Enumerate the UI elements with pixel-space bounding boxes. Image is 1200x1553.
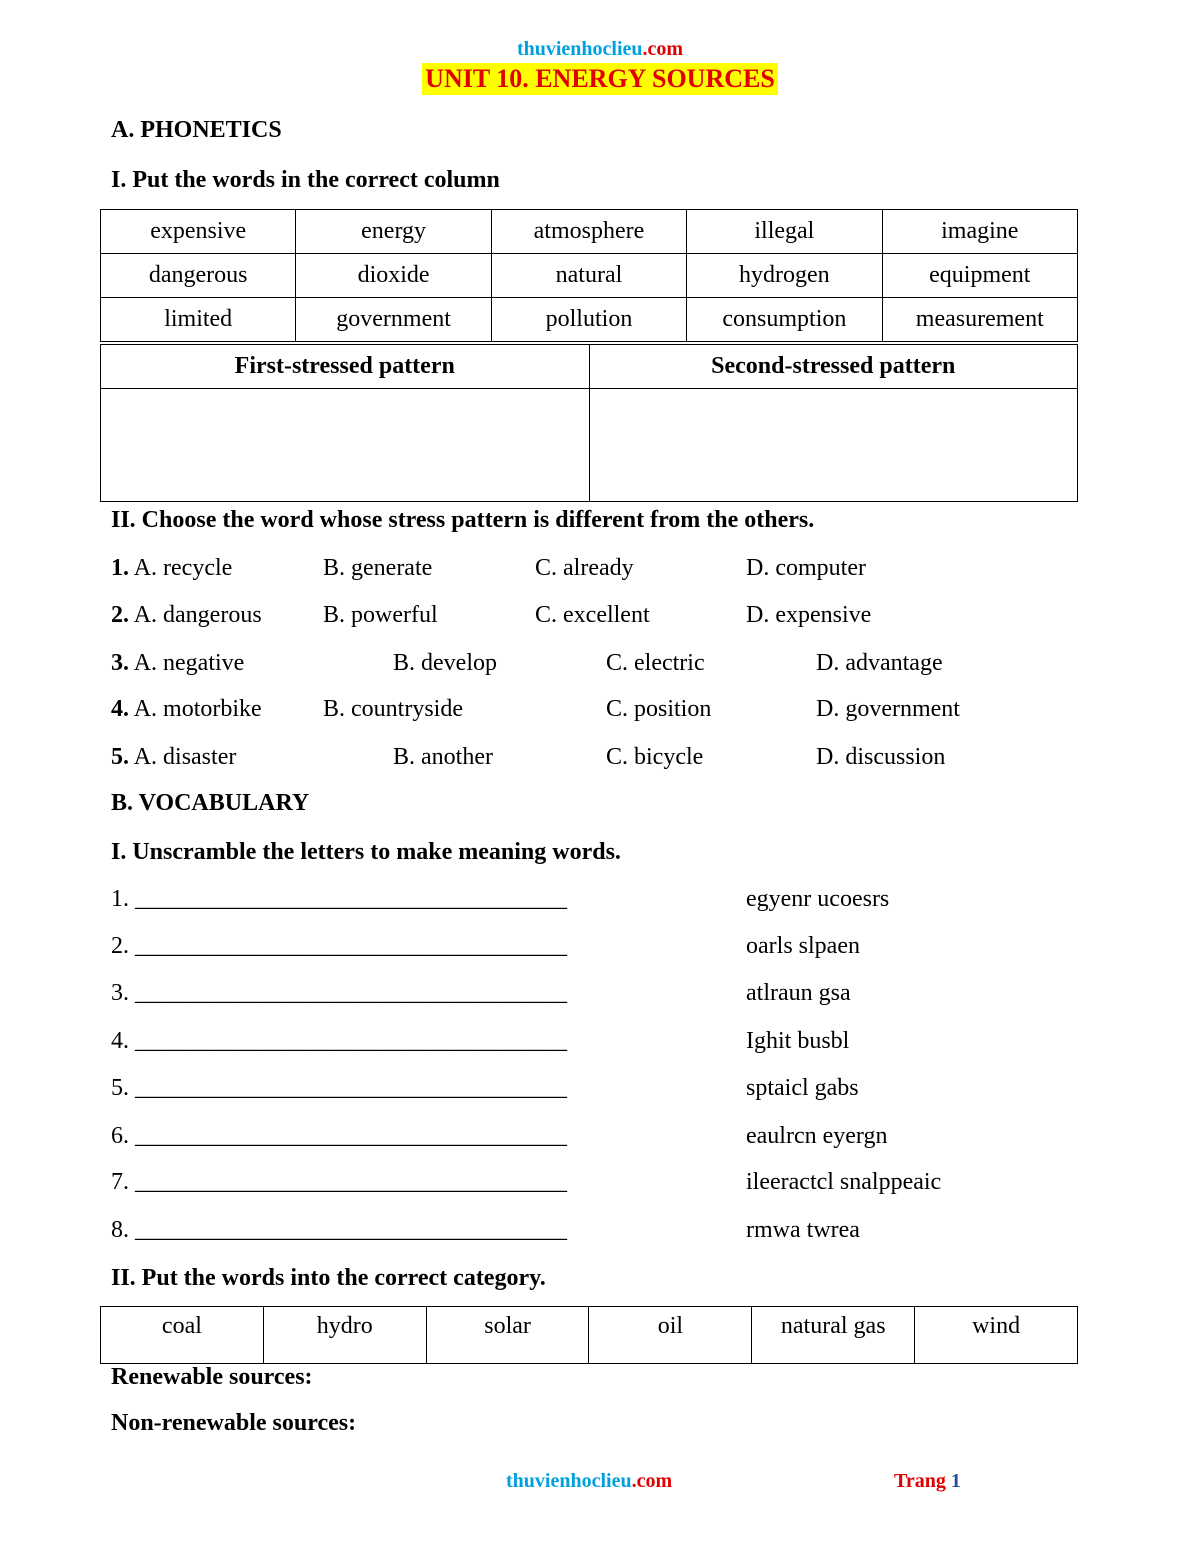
word-cell: dioxide [296,254,491,298]
second-stressed-header: Second-stressed pattern [589,345,1078,389]
answer-line-3[interactable] [111,978,567,1008]
scrambled-word-2: oarls slpaen [746,933,860,959]
category-word: hydro [263,1307,426,1364]
question-5-option-b[interactable]: B. another [393,744,493,770]
category-word-table [100,1306,1078,1364]
option-a[interactable]: A. recycle [133,555,233,581]
answer-line-2[interactable] [111,931,567,961]
question-4-option-d[interactable]: D. government [816,696,960,722]
site-domain: .com [642,38,684,60]
blank: ____________________________________ [135,980,567,1006]
blank: ____________________________________ [135,1217,567,1243]
word-cell: imagine [882,210,1077,254]
blank: ____________________________________ [135,1123,567,1149]
word-cell: natural [491,254,686,298]
title-wrap [0,63,1200,95]
question-1-option-a [111,553,232,583]
question-2-option-c[interactable]: C. excellent [535,602,650,628]
scrambled-word-8: rmwa twrea [746,1217,860,1243]
question-number: 2. [111,602,129,628]
word-cell: energy [296,210,491,254]
nonrenewable-sources-label: Non-renewable sources: [111,1410,357,1436]
question-5-option-d[interactable]: D. discussion [816,744,946,770]
site-name: thuvienhoclieu [516,38,643,60]
answer-line-5[interactable] [111,1073,567,1103]
footer-site-link[interactable] [506,1470,672,1493]
answer-line-7[interactable] [111,1167,567,1197]
stress-pattern-table [100,344,1078,502]
section-b-part2-heading: II. Put the words into the correct category. [111,1265,546,1291]
scrambled-word-4: Ighit busbl [746,1028,850,1054]
category-word: wind [915,1307,1078,1364]
question-2-option-d[interactable]: D. expensive [746,602,872,628]
question-2-option-b[interactable]: B. powerful [323,602,438,628]
item-number: 1. [111,886,129,912]
scrambled-word-7: ileeractcl snalppeaic [746,1169,942,1195]
option-a[interactable]: A. dangerous [133,602,262,628]
category-word: natural gas [752,1307,915,1364]
option-a[interactable]: A. motorbike [133,696,262,722]
word-cell: pollution [491,298,686,342]
blank: ____________________________________ [135,933,567,959]
answer-line-1[interactable] [111,884,567,914]
item-number: 7. [111,1169,129,1195]
item-number: 4. [111,1028,129,1054]
question-4-option-c[interactable]: C. position [606,696,712,722]
item-number: 2. [111,933,129,959]
word-cell: atmosphere [491,210,686,254]
word-cell: limited [101,298,296,342]
option-a[interactable]: A. negative [133,650,245,676]
section-a-heading: A. PHONETICS [111,117,282,143]
word-cell: consumption [687,298,882,342]
word-cell: government [296,298,491,342]
question-5-option-c[interactable]: C. bicycle [606,744,704,770]
item-number: 5. [111,1075,129,1101]
question-3-option-d[interactable]: D. advantage [816,650,943,676]
item-number: 8. [111,1217,129,1243]
page-number [894,1470,961,1493]
question-1-option-b[interactable]: B. generate [323,555,433,581]
word-cell: expensive [101,210,296,254]
option-a[interactable]: A. disaster [133,744,237,770]
question-5-option-a [111,742,236,772]
question-4-option-b[interactable]: B. countryside [323,696,463,722]
question-3-option-b[interactable]: B. develop [393,650,497,676]
question-1-option-d[interactable]: D. computer [746,555,866,581]
word-cell: equipment [882,254,1077,298]
page-title: UNIT 10. ENERGY SOURCES [422,63,778,95]
page-num: 1 [950,1470,961,1492]
scrambled-word-3: atlraun gsa [746,980,851,1006]
section-a-part1-heading: I. Put the words in the correct column [111,167,500,193]
question-4-option-a [111,694,262,724]
answer-line-8[interactable] [111,1215,567,1245]
blank: ____________________________________ [135,1075,567,1101]
first-stressed-answer-cell[interactable] [101,389,590,502]
question-number: 3. [111,650,129,676]
word-row [101,210,1078,254]
item-number: 6. [111,1123,129,1149]
word-grid [100,209,1078,342]
second-stressed-answer-cell[interactable] [589,389,1078,502]
section-a-part2-heading: II. Choose the word whose stress pattern is different from the others. [111,507,815,533]
word-cell: illegal [687,210,882,254]
scrambled-word-1: egyenr ucoesrs [746,886,890,912]
category-word: solar [426,1307,589,1364]
answer-line-4[interactable] [111,1026,567,1056]
word-cell: hydrogen [687,254,882,298]
renewable-sources-label: Renewable sources: [111,1364,313,1390]
word-row [101,254,1078,298]
category-word: oil [589,1307,752,1364]
word-row [101,298,1078,342]
word-cell: measurement [882,298,1077,342]
footer-site-name: thuvienhoclieu [506,1470,632,1492]
item-number: 3. [111,980,129,1006]
question-3-option-c[interactable]: C. electric [606,650,705,676]
header-site-link[interactable] [0,38,1200,61]
scrambled-word-5: sptaicl gabs [746,1075,859,1101]
blank: ____________________________________ [135,1028,567,1054]
footer-site-domain: .com [631,1470,673,1492]
question-number: 4. [111,696,129,722]
question-number: 5. [111,744,129,770]
scrambled-word-6: eaulrcn eyergn [746,1123,888,1149]
question-1-option-c[interactable]: C. already [535,555,634,581]
first-stressed-header: First-stressed pattern [101,345,590,389]
blank: ____________________________________ [135,1169,567,1195]
question-3-option-a [111,648,244,678]
blank: ____________________________________ [135,886,567,912]
page-label: Trang [894,1470,946,1492]
word-cell: dangerous [101,254,296,298]
answer-line-6[interactable] [111,1121,567,1151]
category-word: coal [101,1307,264,1364]
question-number: 1. [111,555,129,581]
section-b-heading: B. VOCABULARY [111,790,310,816]
question-2-option-a [111,600,262,630]
section-b-part1-heading: I. Unscramble the letters to make meaning words. [111,839,621,865]
